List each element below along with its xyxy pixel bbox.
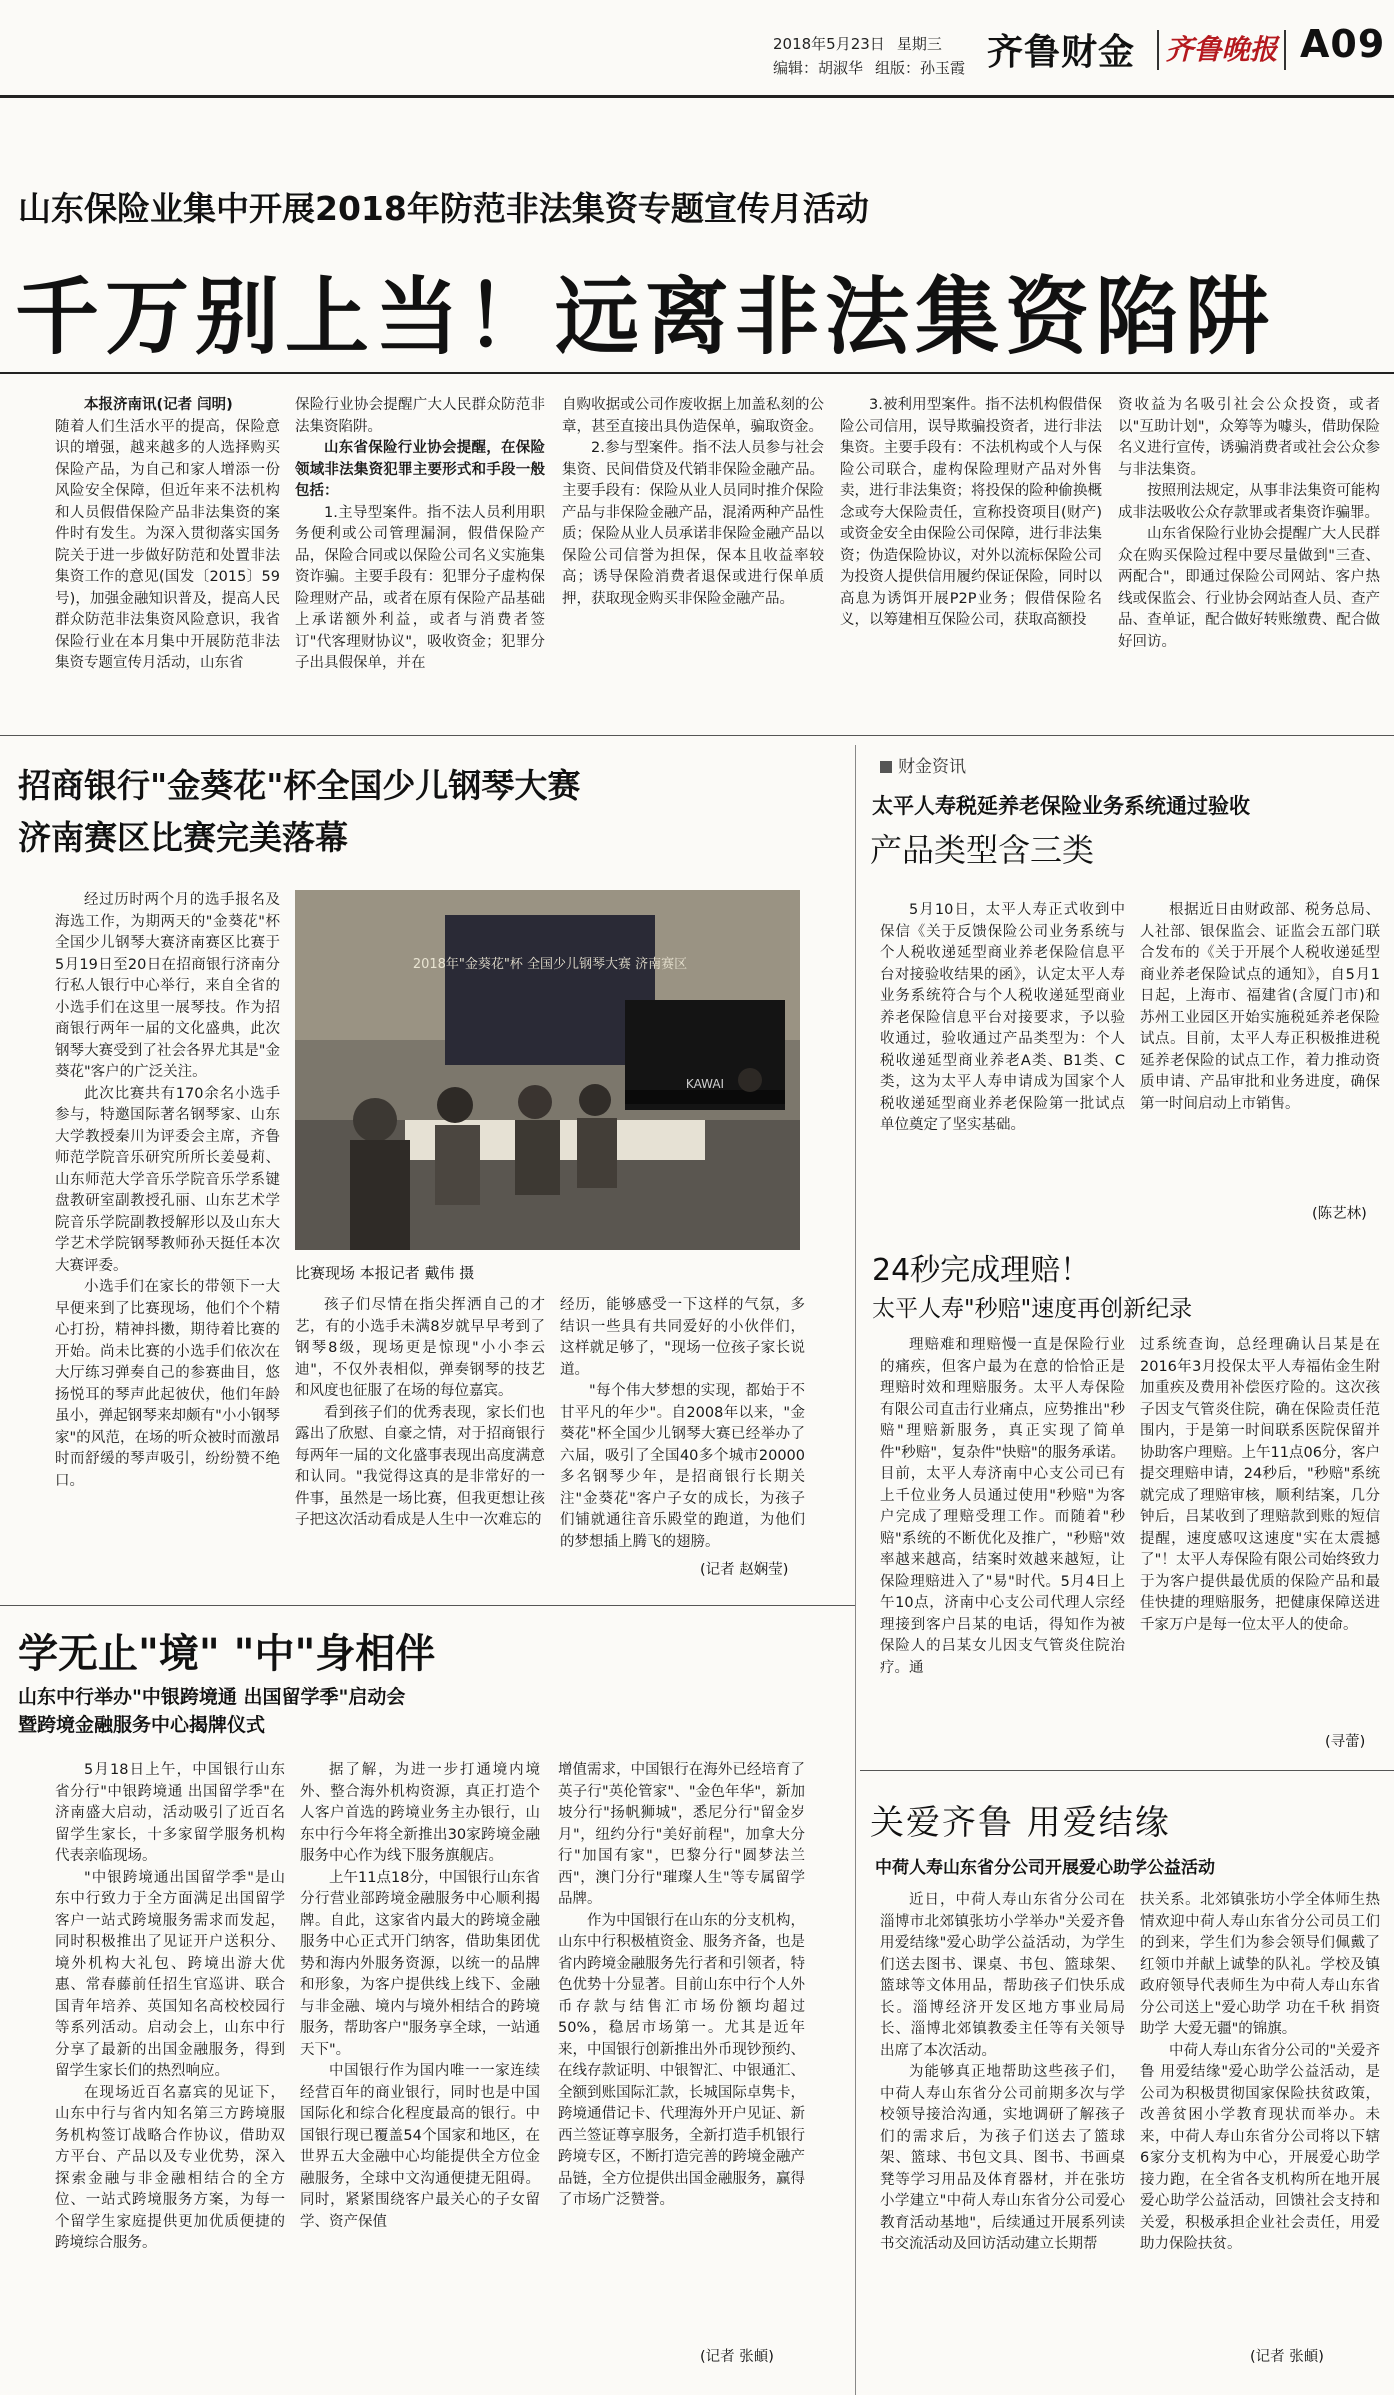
renshou-col2-p1: 扶关系。北郊镇张坊小学全体师生热情欢迎中荷人寿山东省分公司员工们的到来，学生们为参会领导们佩戴了红领巾并献上诚挚的队礼。学校及镇政府领导代表师生为中荷人寿山东省分公司送上"爱心助学 功在千秋 捐资助学 大爱无疆"的锦旗。	[1140, 1892, 1380, 2037]
boc-title: 学无止"境" "中"身相伴	[18, 1631, 436, 1677]
taiping2-col1-text: 理赔难和理赔慢一直是保险行业的痛疾，但客户最为在意的恰恰正是理赔时效和理赔服务。太平人寿保险有限公司直击行业痛点，应势推出"秒赔"理赔新服务，真正实现了简单件"秒赔"，复杂件"快赔"的服务承诺。目前，太平人寿济南中心支公司已有上千位业务人员通过使用"秒赔"为客户完成了理赔受理工作。而随着"秒赔"系统的不断优化及推广，"秒赔"效率越来越高，结案时效越来越短，让保险理赔进入了"易"时代。5月4日上午10点，济南中心支公司代理人宗经理接到客户吕某的电话，得知作为被保险人的吕某女儿因支气管炎住院治疗。通	[880, 1337, 1125, 1676]
lead-col5-p2: 按照刑法规定，从事非法集资可能构成非法吸收公众存款罪或者集资诈骗罪。	[1118, 483, 1380, 521]
boc-col2-p3: 中国银行作为国内唯一一家连续经营百年的商业银行，同时也是中国国际化和综合化程度最高的银行。中国银行现已覆盖54个国家和地区，在世界五大金融中心均能提供全方位金融服务，全球中文沟通便捷无阻碍。同时，紧紧围绕客户最关心的子女留学、资产保值	[300, 2063, 540, 2230]
piano-right-p1: 经历，能够感受一下这样的气氛，多结识一些具有共同爱好的小伙伴们，这样就足够了，"现场一位孩子家长说道。	[560, 1297, 805, 1378]
taiping1-title-line2: 产品类型含三类	[870, 831, 1095, 869]
section-name: 齐鲁财金	[987, 32, 1136, 73]
taiping1-title-line1: 太平人寿税延养老保险业务系统通过验收	[872, 794, 1250, 818]
photo-banner-text: 2018年"金葵花"杯 全国少儿钢琴大赛 济南赛区	[412, 957, 688, 972]
piano-right-column	[560, 1295, 805, 1557]
issue-date: 2018年5月23日	[773, 35, 885, 53]
boc-col1-p1: 5月18日上午，中国银行山东省分行"中银跨境通 出国留学季"在济南盛大启动，活动吸引了近百名留学生家长，十多家留学服务机构代表亲临现场。	[55, 1762, 285, 1864]
boc-column-2	[300, 1760, 540, 2365]
lead-column-4	[840, 395, 1102, 720]
layout-credit: 组版：孙玉霞	[875, 59, 966, 77]
boc-col1-p2: "中银跨境通出国留学季"是山东中行致力于全方面满足出国留学客户一站式跨境服务需求而发起，同时积极推出了见证开户送积分、境外机构大礼包、跨境出游大优惠、常春藤前任招生官巡讲、联合国青年培养、英国知名高校校园行等系列活动。启动会上，山东中行分享了最新的出国金融服务，得到留学生家长们的热烈响应。	[55, 1869, 285, 2079]
taiping1-col1-text: 5月10日，太平人寿正式收到中保信《关于反馈保险公司业务系统与个人税收递延型商业养老保险信息平台对接验收结果的函》，认定太平人寿业务系统符合与个人税收递延型商业养老保险信息平台对接要求，予以验收通过，验收通过产品类型为：个人税收递延型商业养老A类、B1类、C类，这为太平人寿申请成为国家个人税收递延型商业养老保险第一批试点单位奠定了坚实基础。	[880, 902, 1125, 1133]
lead-col3-p2: 2.参与型案件。指不法人员参与社会集资、民间借贷及代销非保险金融产品。主要手段有：保险从业人员同时推介保险产品与非保险金融产品，混淆两种产品性质；保险从业人员承诺非保险金融产品以保险公司信誉为担保，保本且收益率较高；诱导保险消费者退保或进行保单质押，获取现金购买非保险金融产品。	[562, 440, 824, 607]
taiping1-column-2	[1140, 900, 1380, 1200]
competition-photo	[295, 890, 800, 1250]
taiping2-subtitle: 太平人寿"秒赔"速度再创新纪录	[872, 1296, 1193, 1322]
masthead-meta	[773, 32, 977, 80]
lead-column-3	[562, 395, 824, 720]
boc-column-3	[558, 1760, 805, 2340]
renshou-column-1	[880, 1890, 1125, 2370]
boc-col3-p2: 作为中国银行在山东的分支机构，山东中行积极植资金、服务齐备，也是省内跨境金融服务先行者和引领者，特色优势十分显著。目前山东中行个人外币存款与结售汇市场份额均超过50%，稳居市场第一。尤其是近年来，中国银行创新推出外币现钞预约、在线存款证明、中银智汇、中银通汇、全额到账国际汇款，长城国际卓隽卡，跨境通借记卡、代理海外开户见证、新西兰签证尊享服务，全新打造手机银行跨境专区，不断打造完善的跨境金融产品链，全方位提供出国金融服务，赢得了市场广泛赞誉。	[558, 1912, 805, 2208]
side-section-label: 财金资讯	[880, 752, 966, 777]
renshou-byline: (记者 张頔)	[1250, 2349, 1324, 2365]
lead-headline: 千万别上当！远离非法集资陷阱	[15, 268, 1276, 366]
boc-byline: (记者 张頔)	[700, 2349, 774, 2365]
lead-rule	[0, 372, 1394, 374]
lead-column-2	[295, 395, 545, 720]
lead-col5-p1: 资收益为名吸引社会公众投资，或者以"互助计划"，众筹等为噱头，借助保险名义进行宣传，诱骗消费者或社会公众参与非法集资。	[1118, 397, 1380, 478]
section-square-icon	[880, 761, 892, 773]
issue-weekday: 星期三	[896, 35, 942, 53]
taiping1-column-1	[880, 900, 1125, 1205]
editor-credit: 编辑：胡淑华	[773, 59, 864, 77]
lead-bottom-rule	[0, 735, 1394, 736]
boc-col1-p3: 在现场近百名嘉宾的见证下，山东中行与省内知名第三方跨境服务机构签订战略合作协议，借助双方平台、产品以及专业优势，深入探索金融与非金融相结合的全方位、一站式跨境服务方案，为每一个留学生家庭提供更加优质便捷的跨境综合服务。	[55, 2084, 285, 2251]
taiping2-title: 24秒完成理赔！	[872, 1253, 1091, 1288]
masthead	[0, 0, 1394, 98]
piano-mid-p1: 孩子们尽情在指尖挥洒自己的才艺，有的小选手未满8岁就早早考到了钢琴8级，现场更是惊现"小小李云迪"，不仅外表相似，弹奏钢琴的技艺和风度也征服了在场的每位嘉宾。	[295, 1297, 545, 1399]
lead-column-1	[55, 395, 280, 720]
lead-col2-p1: 保险行业协会提醒广大人民群众防范非法集资陷阱。	[295, 397, 545, 435]
piano-right-p2: "每个伟大梦想的实现，都始于不甘平凡的年少"。自2008年以来，"金葵花"杯全国少儿钢琴大赛已经举办了六届，吸引了全国40多个城市20000多名钢琴少年，是招商银行长期关注"金葵花"客户子女的成长，为孩子们铺就通往音乐殿堂的跑道，为他们的梦想插上腾飞的翅膀。	[560, 1383, 805, 1550]
paper-logo: 齐鲁晚报	[1157, 30, 1286, 70]
lead-dateline: 本报济南讯(记者 闫明)	[84, 397, 233, 413]
taiping2-col2-text: 过系统查询，总经理确认吕某是在2016年3月投保太平人寿福佑金生附加重疾及费用补偿医疗险的。这次孩子因支气管炎住院，确在保险责任范围内，于是第一时间联系医院保留并协助客户理赔。上午11点06分，客户提交理赔申请，24秒后，"秒赔"系统就完成了理赔审核，顺利结案，几分钟后，吕某收到了理赔款到账的短信提醒，速度感叹这速度"实在太震撼了"！太平人寿保险有限公司始终致力于为客户提供最优质的保险产品和最佳快捷的理赔服务，把健康保障送进千家万户是每一位太平人的使命。	[1140, 1337, 1380, 1633]
lead-col2-subhead: 山东省保险行业协会提醒，在保险领域非法集资犯罪主要形式和手段一般包括：	[295, 440, 545, 499]
piano-left-column	[55, 890, 280, 1560]
taiping1-byline: (陈艺林)	[1312, 1206, 1367, 1222]
piano-left-p1: 经过历时两个月的选手报名及海选工作，为期两天的"金葵花"杯全国少儿钢琴大赛济南赛区比赛于5月19日至20日在招商银行济南分行私人银行中心举行，来自全省的小选手们在这里一展琴技。作为招商银行两年一届的文化盛典，此次钢琴大赛受到了社会各界尤其是"金葵花"客户的广泛关注。	[55, 892, 280, 1080]
boc-subtitle-2: 暨跨境金融服务中心揭牌仪式	[18, 1714, 266, 1736]
boc-top-rule	[0, 1605, 855, 1606]
piano-left-p2: 此次比赛共有170余名小选手参与，特邀国际著名钢琴家、山东大学教授秦川为评委会主席，齐鲁师范学院音乐研究所所长姜曼莉、山东师范大学音乐学院音乐学系键盘教研室副教授孔丽、山东艺术学院音乐学院副教授解形以及山东大学艺术学院钢琴教师孙天挺任本次大赛评委。	[55, 1085, 280, 1274]
lead-col4-text: 3.被利用型案件。指不法机构假借保险公司信用，误导欺骗投资者，进行非法集资。主要手段有：不法机构或个人与保险公司联合，虚构保险理财产品对外售卖，进行非法集资；将投保的险种偷换概念或夸大保险责任，宣称投资项目(财产)或资金安全由保险公司保障，进行非法集资；伪造保险协议，对外以流标保险公司为投资人提供信用履约保证保险，同时以高息为诱饵开展P2P业务；假借保险名义，以筹建相互保险公司，获取高额投	[840, 397, 1102, 628]
photo-piano-brand: KAWAI	[685, 1077, 725, 1091]
lead-col3-p1: 自购收据或公司作废收据上加盖私刻的公章，甚至直接出具伪造保单，骗取资金。	[562, 397, 824, 435]
page-number: A09	[1300, 22, 1386, 66]
lead-col1-text: 随着人们生活水平的提高，保险意识的增强，越来越多的人选择购买保险产品，为自己和家人增添一份风险安全保障，但近年来不法机构和人员假借保险产品非法集资的案件时有发生。为深入贯彻落实国务院关于进一步做好防范和处置非法集资工作的意见(国发〔2015〕59号)，加强金融知识普及，提高人民群众防范非法集资风险意识，我省保险行业在本月集中开展防范非法集资专题宣传月活动，山东省	[55, 418, 280, 671]
boc-column-1	[55, 1760, 285, 2365]
renshou-col2-p2: 中荷人寿山东省分公司的"关爱齐鲁 用爱结缘"爱心助学公益活动，是公司为积极贯彻国家保险扶贫政策，改善贫困小学教育现状而举办。未来，中荷人寿山东省分公司将以下辖6家分支机构为中心，开展爱心助学接力跑，在全省各支机构所在地开展爱心助学公益活动，回馈社会支持和关爱，积极承担企业社会责任，用爱助力保险扶贫。	[1140, 2042, 1380, 2252]
boc-col2-p2: 上午11点18分，中国银行山东省分行营业部跨境金融服务中心顺利揭牌。自此，这家省内最大的跨境金融服务中心正式开门纳客，借助集团优势和海内外服务资源，以统一的品牌和形象，为客户提供线上线下、金融与非金融、境内与境外相结合的跨境服务，帮助客户"服务享全球，一站通天下"。	[300, 1869, 540, 2058]
lead-kicker: 山东保险业集中开展2018年防范非法集资专题宣传月活动	[18, 189, 869, 228]
renshou-title: 关爱齐鲁 用爱结缘	[870, 1803, 1171, 1843]
lead-col2-p2: 1.主导型案件。指不法人员利用职务便利或公司管理漏洞，假借保险产品，保险合同或以保险公司名义实施集资诈骗。主要手段有：犯罪分子虚构保险理财产品，或者在原有保险产品基础上承诺额外利益，或者与消费者签订"代客理财协议"，吸收资金；犯罪分子出具假保单，并在	[295, 504, 545, 671]
renshou-subtitle: 中荷人寿山东省分公司开展爱心助学公益活动	[875, 1858, 1215, 1878]
renshou-col1-p1: 近日，中荷人寿山东省分公司在淄博市北郊镇张坊小学举办"关爱齐鲁 用爱结缘"爱心助学公益活动，为学生们送去图书、课桌、书包、篮球架、篮球等文体用品，帮助孩子们快乐成长。淄博经济开发区地方事业局局长、淄博北郊镇教委主任等有关领导出席了本次活动。	[880, 1892, 1125, 2059]
lead-column-5	[1118, 395, 1380, 720]
taiping1-col2-text: 根据近日由财政部、税务总局、人社部、银保监会、证监会五部门联合发布的《关于开展个人税收递延型商业养老保险试点的通知》，自5月1日起，上海市、福建省(含厦门市)和苏州工业园区开始实施税延养老保险试点。目前，太平人寿正积极推进税延养老保险的试点工作，着力推动资质申请、产品审批和业务进度，确保第一时间启动上市销售。	[1140, 902, 1380, 1112]
boc-subtitle-1: 山东中行举办"中银跨境通 出国留学季"启动会	[18, 1686, 406, 1708]
renshou-column-2	[1140, 1890, 1380, 2345]
piano-byline: (记者 赵娴莹)	[700, 1562, 789, 1578]
piano-mid-p2: 看到孩子们的优秀表现，家长们也露出了欣慰、自豪之情，对于招商银行每两年一届的文化盛事表现出高度满意和认同。"我觉得这真的是非常好的一件事，虽然是一场比赛，但我更想让孩子把这次活动看成是人生中一次难忘的	[295, 1404, 545, 1528]
taiping2-byline: (寻蕾)	[1325, 1734, 1366, 1750]
boc-col3-p1: 增值需求，中国银行在海外已经培育了英子行"英伦管家"、"金色年华"，新加坡分行"扬帆狮城"，悉尼分行"留金岁月"，纽约分行"美好前程"，加拿大分行"加国有家"，巴黎分行"圆梦法兰西"，澳门分行"璀璨人生"等专属留学品牌。	[558, 1762, 805, 1907]
photo-caption: 比赛现场 本报记者 戴伟 摄	[295, 1264, 475, 1282]
piano-left-p3: 小选手们在家长的带领下一大早便来到了比赛现场，他们个个精心打扮，精神抖擞，期待着比赛的开始。尚未比赛的小选手们依次在大厅练习弹奏自己的参赛曲目，悠扬悦耳的琴声此起彼伏，他们年龄虽小，弹起钢琴来却颇有"小小钢琴家"的风范，在场的听众被时而激昂时而舒缓的琴声吸引，纷纷赞不绝口。	[55, 1279, 280, 1489]
boc-col2-p1: 据了解，为进一步打通境内境外、整合海外机构资源，真正打造个人客户首选的跨境业务主办银行，山东中行今年将全新推出30家跨境金融服务中心作为线下服务旗舰店。	[300, 1762, 540, 1864]
taiping2-column-2	[1140, 1335, 1380, 1730]
piano-mid-column	[295, 1295, 545, 1580]
lead-col5-p3: 山东省保险行业协会提醒广大人民群众在购买保险过程中要尽量做到"三查、两配合"，即通过保险公司网站、客户热线或保监会、行业协会网站查人员、查产品、查单证，配合做好转账缴费、配合做好回访。	[1118, 526, 1380, 650]
side-mid-rule	[860, 1770, 1394, 1771]
piano-title-line1: 招商银行"金葵花"杯全国少儿钢琴大赛	[18, 766, 581, 805]
piano-title-line2: 济南赛区比赛完美落幕	[18, 818, 348, 857]
taiping2-column-1	[880, 1335, 1125, 1730]
column-divider	[855, 745, 856, 2395]
renshou-col1-p2: 为能够真正地帮助这些孩子们，中荷人寿山东省分公司前期多次与学校领导接洽沟通，实地调研了解孩子们的需求后，为孩子们送去了篮球架、篮球、书包文具、图书、书画桌凳等学习用品及体育器材，并在张坊小学建立"中荷人寿山东省分公司爱心教育活动基地"，后续通过开展系列读书交流活动及回访活动建立长期帮	[880, 2064, 1125, 2252]
